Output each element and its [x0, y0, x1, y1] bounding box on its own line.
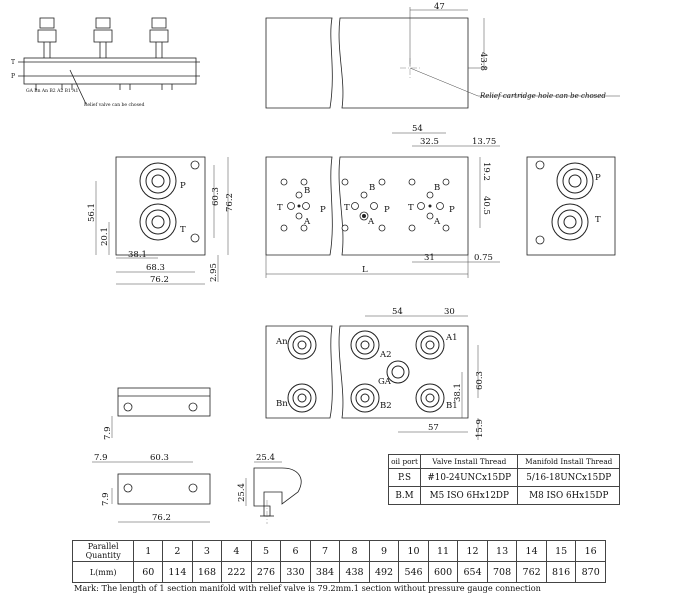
port-label-an: An — [276, 337, 288, 347]
dim-60-3-bottom: 60.3 — [475, 371, 485, 390]
length-cell: 114 — [163, 562, 193, 583]
side-view-right — [527, 157, 615, 255]
thread-cell: P.S — [389, 469, 421, 487]
schematic-port-p: P — [11, 73, 16, 80]
dim-7-9-c: 7.9 — [101, 492, 111, 506]
dim-31: 31 — [424, 253, 435, 263]
dim-54-bottom: 54 — [392, 307, 403, 317]
quantity-row — [73, 541, 606, 562]
length-cell: 168 — [192, 562, 222, 583]
length-cell: 222 — [222, 562, 252, 583]
thread-cell: #10-24UNCx15DP — [421, 469, 518, 487]
dim-56-1: 56.1 — [87, 203, 97, 222]
dim-0-75: 0.75 — [474, 253, 493, 263]
quantity-cell: 12 — [458, 541, 488, 562]
front-label-a-3: A — [434, 217, 441, 227]
dim-47: 47 — [434, 2, 445, 12]
thread-table-row — [389, 469, 620, 487]
length-cell: 438 — [340, 562, 370, 583]
quantity-cell: 13 — [487, 541, 517, 562]
schematic-port-t: T — [11, 59, 16, 66]
port-label-a2: A2 — [380, 350, 392, 360]
front-label-t-1: T — [277, 203, 283, 213]
length-cell: 762 — [517, 562, 547, 583]
dim-2-95: 2.95 — [209, 263, 219, 282]
front-label-p-3: P — [449, 205, 455, 215]
dim-25-4-b: 25.4 — [237, 483, 247, 502]
thread-cell: B.M — [389, 487, 421, 505]
length-cell: 654 — [458, 562, 488, 583]
quantity-cell: 11 — [428, 541, 458, 562]
length-cell: 330 — [281, 562, 311, 583]
quantity-cell: 9 — [369, 541, 399, 562]
dim-76-2-bracket: 76.2 — [152, 513, 171, 523]
front-label-b-3: B — [434, 183, 441, 193]
schematic-valve-3 — [150, 18, 168, 58]
front-label-p-1: P — [320, 205, 326, 215]
thread-header-cell: Manifold Install Thread — [518, 455, 620, 469]
dim-54-top: 54 — [412, 124, 423, 134]
schematic-valve-1 — [38, 18, 56, 58]
top-view — [266, 2, 620, 108]
l-bracket — [237, 453, 301, 524]
length-cell: 276 — [251, 562, 281, 583]
quantity-cell: 10 — [399, 541, 429, 562]
port-label-a1: A1 — [446, 333, 458, 343]
port-label-b2: B2 — [380, 401, 392, 411]
quantity-label: Parallel Quantity — [73, 541, 134, 562]
quantity-cell: 3 — [192, 541, 222, 562]
hydraulic-schematic — [11, 18, 200, 108]
quantity-table — [72, 540, 606, 583]
dim-25-4-a: 25.4 — [256, 453, 275, 463]
quantity-cell: 2 — [163, 541, 193, 562]
quantity-cell: 1 — [134, 541, 163, 562]
thread-cell: M5 ISO 6Hx12DP — [421, 487, 518, 505]
dim-15-9: 15.9 — [475, 419, 485, 438]
dim-43-8: 43.8 — [478, 52, 488, 71]
dim-60-3: 60.3 — [211, 187, 221, 206]
dim-68-3: 68.3 — [146, 263, 165, 273]
side-right-port-t: T — [595, 215, 601, 225]
dim-32-5: 32.5 — [420, 137, 439, 147]
schematic-relief-note: Relief valve can be chosed — [84, 103, 145, 108]
quantity-cell: 5 — [251, 541, 281, 562]
thread-cell: 5/16-18UNCx15DP — [518, 469, 620, 487]
dim-7-9-b: 7.9 — [94, 453, 108, 463]
front-view — [266, 124, 500, 278]
quantity-cell: 6 — [281, 541, 311, 562]
length-cell: 816 — [546, 562, 576, 583]
side-left-port-t: T — [180, 225, 186, 235]
length-row — [73, 562, 606, 583]
front-label-t-2: T — [344, 203, 350, 213]
dim-38-1-bottom: 38.1 — [453, 383, 463, 402]
front-label-b-2: B — [369, 183, 376, 193]
quantity-cell: 16 — [576, 541, 606, 562]
front-label-b-1: B — [304, 186, 311, 196]
length-label: L(mm) — [73, 562, 134, 583]
dim-l: L — [362, 265, 368, 275]
front-label-a-2: A — [368, 217, 375, 227]
length-cell: 708 — [487, 562, 517, 583]
thread-table-row — [389, 487, 620, 505]
front-label-a-1: A — [304, 217, 311, 227]
thread-header-cell: Valve Install Thread — [421, 455, 518, 469]
length-cell: 384 — [310, 562, 340, 583]
port-label-b1: B1 — [446, 401, 458, 411]
dim-60-3-bracket: 60.3 — [150, 453, 169, 463]
length-cell: 600 — [428, 562, 458, 583]
bracket-plan-view — [92, 453, 210, 523]
thread-table-header — [389, 455, 620, 469]
dim-13-75: 13.75 — [472, 137, 497, 147]
quantity-cell: 7 — [310, 541, 340, 562]
dim-30: 30 — [444, 307, 455, 317]
dim-57: 57 — [428, 423, 439, 433]
thread-header-cell: oil port — [389, 455, 421, 469]
front-label-p-2: P — [384, 205, 390, 215]
quantity-cell: 14 — [517, 541, 547, 562]
remark-note: Mark: The length of 1 section manifold with relief valve is 79.2mm.1 section without pressure gauge connection — [74, 583, 541, 593]
length-cell: 492 — [369, 562, 399, 583]
dim-7-9-a: 7.9 — [103, 426, 113, 440]
dim-76-2-v: 76.2 — [225, 193, 235, 212]
bracket-side-view — [103, 388, 210, 440]
quantity-cell: 4 — [222, 541, 252, 562]
quantity-cell: 15 — [546, 541, 576, 562]
length-cell: 60 — [134, 562, 163, 583]
dim-40-5: 40.5 — [481, 196, 491, 215]
quantity-cell: 8 — [340, 541, 370, 562]
thread-cell: M8 ISO 6Hx15DP — [518, 487, 620, 505]
dim-38-1: 38.1 — [128, 250, 147, 260]
front-label-t-3: T — [408, 203, 414, 213]
dim-20-1: 20.1 — [100, 227, 110, 246]
port-label-ga: GA — [378, 377, 391, 387]
schematic-valve-2 — [94, 18, 112, 58]
bottom-view — [266, 307, 485, 440]
port-label-bn: Bn — [276, 399, 288, 409]
relief-note: Relief cartridge hole can be chosed — [480, 92, 606, 100]
length-cell: 870 — [576, 562, 606, 583]
schematic-bottom-ports: GA Bn An B2 A2 B1 A1 — [26, 89, 79, 94]
dim-19-2: 19.2 — [481, 162, 491, 181]
side-right-port-p: P — [595, 173, 601, 183]
dim-76-2-h: 76.2 — [150, 275, 169, 285]
side-left-port-p: P — [180, 181, 186, 191]
length-cell: 546 — [399, 562, 429, 583]
thread-table — [388, 454, 620, 505]
side-view-left — [87, 157, 235, 285]
